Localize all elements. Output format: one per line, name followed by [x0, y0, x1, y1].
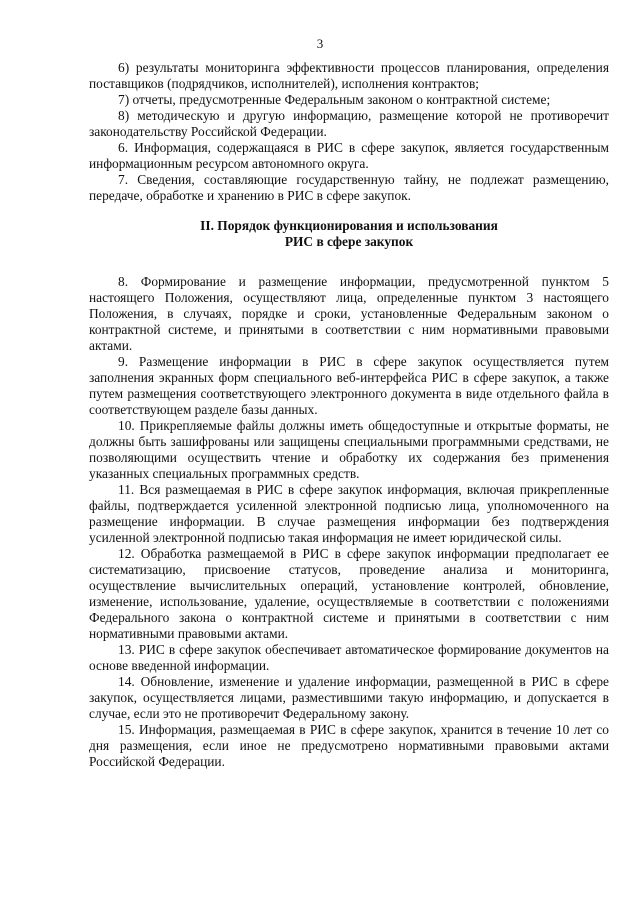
paragraph-9: 9. Размещение информации в РИС в сфере закупок осуществляется путем заполнения экранных форм специального веб-интерфейса РИС в сфере закупок, а также путем размещения соответствующего электронного документа в виде отдельного файла в соответствующем разделе базы данных.	[89, 354, 609, 417]
list-item-6: 6) результаты мониторинга эффективности процессов планирования, определения поставщиков (подрядчиков, исполнителей), исполнения контрактов;	[89, 60, 609, 91]
list-item-8: 8) методическую и другую информацию, размещение которой не противоречит законодательству Российской Федерации.	[89, 108, 609, 139]
section-title-line-1: II. Порядок функционирования и использования	[200, 218, 498, 233]
document-body	[89, 60, 609, 770]
section-title-line-2: РИС в сфере закупок	[284, 234, 414, 249]
paragraph-10: 10. Прикрепляемые файлы должны иметь общедоступные и открытые форматы, не должны быть зашифрованы или защищены специальными программными средствами, не позволяющими осуществить чтение и обработку их содержания без применения указанных специальных программных средств.	[89, 418, 609, 481]
page-number: 3	[316, 36, 324, 51]
section-title	[89, 218, 609, 250]
paragraph-6: 6. Информация, содержащаяся в РИС в сфере закупок, является государственным информационным ресурсом автономного округа.	[89, 140, 609, 171]
paragraph-14: 14. Обновление, изменение и удаление информации, размещенной в РИС в сфере закупок, осуществляется лицами, разместившими такую информацию, и допускается в случае, если это не противоречит Федеральному закону.	[89, 674, 609, 721]
paragraph-11: 11. Вся размещаемая в РИС в сфере закупок информация, включая прикрепленные файлы, подтверждается усиленной электронной подписью лица, уполномоченного на размещение информации. В случае размещения информации без подтверждения усиленной электронной подписью такая информация не имеет юридической силы.	[89, 482, 609, 545]
paragraph-8: 8. Формирование и размещение информации, предусмотренной пунктом 5 настоящего Положения, осуществляют лица, определенные пунктом 3 настоящего Положения, в случаях, порядке и сроки, установленные Федеральным законом о контрактной системе, и принятыми в соответствии с ним нормативными правовыми актами.	[89, 274, 609, 353]
paragraph-12: 12. Обработка размещаемой в РИС в сфере закупок информации предполагает ее систематизацию, присвоение статусов, проведение анализа и мониторинга, осуществление вычислительных операций, установление контролей, обновление, изменение, использование, удаление, осуществляемые в соответствии с положениями Федерального закона о контрактной системе и принятыми в соответствии с ним нормативными правовыми актами.	[89, 546, 609, 641]
paragraph-13: 13. РИС в сфере закупок обеспечивает автоматическое формирование документов на основе введенной информации.	[89, 642, 609, 673]
paragraph-7: 7. Сведения, составляющие государственную тайну, не подлежат размещению, передаче, обработке и хранению в РИС в сфере закупок.	[89, 172, 609, 203]
list-item-7: 7) отчеты, предусмотренные Федеральным законом о контрактной системе;	[118, 92, 551, 107]
paragraph-15: 15. Информация, размещаемая в РИС в сфере закупок, хранится в течение 10 лет со дня размещения, если иное не предусмотрено нормативными правовыми актами Российской Федерации.	[89, 722, 609, 769]
